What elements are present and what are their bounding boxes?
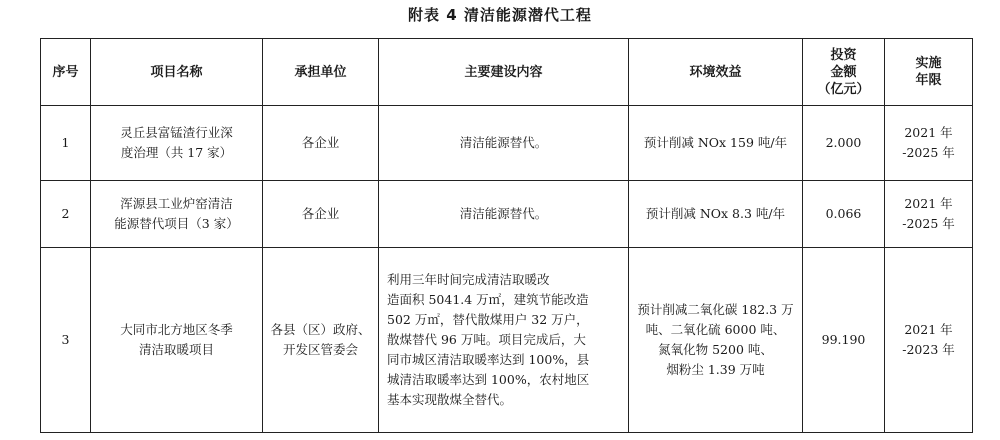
cell-unit: 各企业 bbox=[263, 181, 379, 248]
header-period: 实施 年限 bbox=[885, 39, 973, 106]
cell-no: 1 bbox=[41, 106, 91, 181]
header-invest: 投资 金额 （亿元） bbox=[803, 39, 885, 106]
cell-name: 大同市北方地区冬季 清洁取暖项目 bbox=[91, 248, 263, 433]
header-name: 项目名称 bbox=[91, 39, 263, 106]
table-row bbox=[41, 181, 973, 248]
cell-content: 清洁能源替代。 bbox=[379, 106, 629, 181]
cell-name: 浑源县工业炉窑清洁 能源替代项目（3 家） bbox=[91, 181, 263, 248]
cell-benefit: 预计削减 NOx 159 吨/年 bbox=[629, 106, 803, 181]
cell-benefit: 预计削减二氧化碳 182.3 万 吨、二氧化硫 6000 吨、 氮氧化物 5200 吨、 烟粉尘 1.39 万吨 bbox=[629, 248, 803, 433]
table-row bbox=[41, 106, 973, 181]
cell-no: 3 bbox=[41, 248, 91, 433]
cell-name: 灵丘县富锰渣行业深 度治理（共 17 家） bbox=[91, 106, 263, 181]
cell-period: 2021 年 -2023 年 bbox=[885, 248, 973, 433]
cell-period: 2021 年 -2025 年 bbox=[885, 181, 973, 248]
cell-benefit: 预计削减 NOx 8.3 吨/年 bbox=[629, 181, 803, 248]
table-header-row bbox=[41, 39, 973, 106]
header-no: 序号 bbox=[41, 39, 91, 106]
header-benefit: 环境效益 bbox=[629, 39, 803, 106]
cell-period: 2021 年 -2025 年 bbox=[885, 106, 973, 181]
cell-invest: 99.190 bbox=[803, 248, 885, 433]
document-title: 附表 4 清洁能源潜代工程 bbox=[408, 6, 592, 24]
cell-invest: 2.000 bbox=[803, 106, 885, 181]
cell-unit: 各企业 bbox=[263, 106, 379, 181]
header-content: 主要建设内容 bbox=[379, 39, 629, 106]
table-row bbox=[41, 248, 973, 433]
project-table bbox=[40, 38, 973, 433]
cell-invest: 0.066 bbox=[803, 181, 885, 248]
cell-no: 2 bbox=[41, 181, 91, 248]
cell-content: 清洁能源替代。 bbox=[379, 181, 629, 248]
header-unit: 承担单位 bbox=[263, 39, 379, 106]
cell-unit: 各县（区）政府、 开发区管委会 bbox=[263, 248, 379, 433]
cell-content: 利用三年时间完成清洁取暖改 造面积 5041.4 万㎡，建筑节能改造 502 万㎡，替代散煤用户 32 万户， 散煤替代 96 万吨。项目完成后，大 同市城区清洁取暖率达到 100%，县 城清洁取暖率达到 100%，农村地区 基本实现散煤全替代。 bbox=[379, 248, 629, 433]
